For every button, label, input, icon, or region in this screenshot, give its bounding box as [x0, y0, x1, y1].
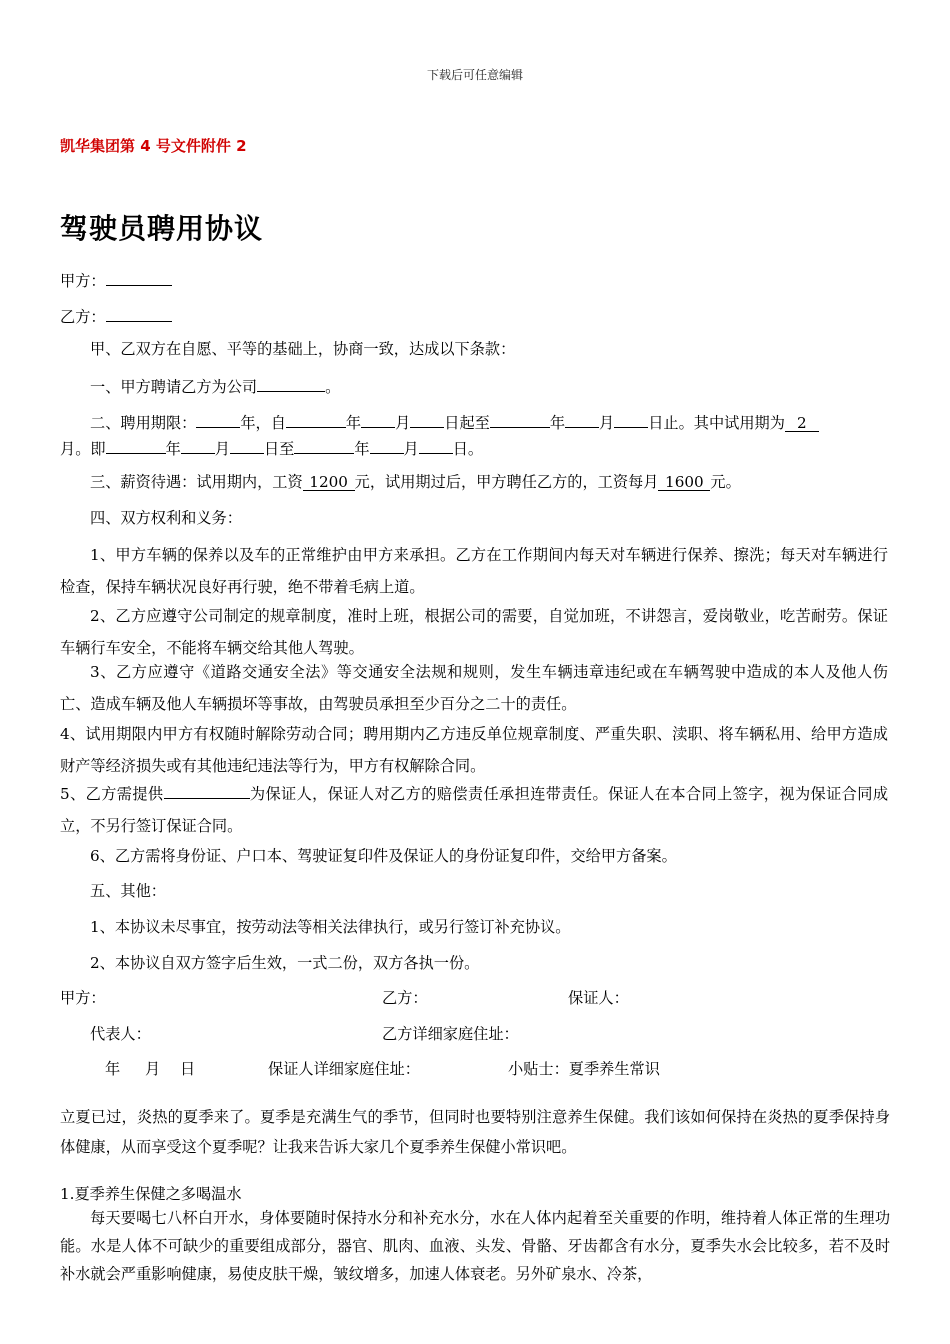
sign-guarantor: 保证人：: [568, 989, 629, 1007]
start-day-blank: [410, 410, 444, 428]
other-item-2: 2、本协议自双方签字后生效，一式二份，双方各执一份。: [90, 954, 480, 972]
start-year-blank: [286, 410, 346, 428]
position-blank: [257, 374, 325, 392]
clause-3-end: 元。: [710, 473, 741, 491]
trial-start-day-blank: [230, 436, 264, 454]
item-5-text: 为保证人，保证人对乙方的赔偿责任承担连带责任。保证人在本合同上签字，视为保证合同成立，不另行签订保证合同。: [60, 785, 889, 835]
clause-2-label: 二、聘用期限：: [90, 414, 197, 432]
party-b-line: [60, 304, 172, 327]
end-day-blank: [614, 410, 648, 428]
clause-2-text: 年: [165, 440, 181, 458]
sign-representative: 代表人：: [90, 1025, 151, 1043]
sign-b-address: 乙方详细家庭住址：: [382, 1025, 519, 1043]
clause-2-text: 日至: [263, 440, 295, 458]
obligation-item-6: 6、乙方需将身份证、户口本、驾驶证复印件及保证人的身份证复印件，交给甲方备案。: [90, 847, 677, 865]
end-month-blank: [565, 410, 599, 428]
sign-party-b: 乙方：: [382, 989, 428, 1007]
start-month-blank: [361, 410, 395, 428]
clause-2-text: 月: [403, 440, 419, 458]
intro-text: 甲、乙双方在自愿、平等的基础上，协商一致，达成以下条款：: [90, 340, 516, 358]
trial-end-year-blank: [294, 436, 354, 454]
obligation-item-2: 2、乙方应遵守公司制定的规章制度，准时上班，根据公司的需要，自觉加班，不讲怨言，爱岗敬业，吃苦耐劳。保证车辆行车安全，不能将车辆交给其他人驾驶。: [60, 607, 888, 657]
clause-2-text: 日起至: [444, 414, 490, 432]
party-b-blank: [106, 304, 172, 322]
trial-start-month-blank: [181, 436, 215, 454]
trial-end-day-blank: [419, 436, 453, 454]
other-item-1: 1、本协议未尽事宜，按劳动法等相关法律执行，或另行签订补充协议。: [90, 918, 571, 936]
clause-1-end: 。: [325, 378, 341, 396]
article-intro: 立夏已过，炎热的夏季来了。夏季是充满生气的季节，但同时也要特别注意养生保健。我们该如何保持在炎热的夏季保持身体健康，从而享受这个夏季呢？让我来告诉大家几个夏季养生保健小常识吧。: [60, 1108, 890, 1156]
sign-date-year: 年: [105, 1060, 121, 1078]
obligation-item-1: 1、甲方车辆的保养以及车的正常维护由甲方来承担。乙方在工作期间内每天对车辆进行保养、擦洗；每天对车辆进行检查，保持车辆状况良好再行驶，绝不带着毛病上道。: [60, 546, 888, 596]
monthly-wage-value: 1600: [658, 473, 710, 491]
clause-2-text: 年: [345, 414, 362, 432]
clause-2-text: 日止。其中试用期为: [648, 414, 785, 432]
clause-3: [90, 472, 741, 492]
page-title: 驾驶员聘用协议: [60, 212, 264, 245]
clause-3-text: 元，试用期过后，甲方聘任乙方的，工资每月: [354, 473, 659, 491]
sign-g-address: 保证人详细家庭住址：: [268, 1060, 420, 1078]
clause-2-text: 月: [214, 440, 230, 458]
trial-wage-value: 1200: [303, 473, 355, 491]
obligation-item-3: 3、乙方应遵守《道路交通安全法》等交通安全法规和规则，发生车辆违章违纪或在车辆驾驶中造成的本人及他人伤亡、造成车辆及他人车辆损坏等事故，由驾驶员承担至少百分之二十的责任。: [60, 663, 888, 713]
clause-2-text: 年: [549, 414, 565, 432]
trial-months-value: 2: [785, 414, 819, 432]
sign-party-a: 甲方：: [60, 989, 106, 1007]
tip-heading: 小贴士：夏季养生常识: [508, 1060, 660, 1078]
clause-2-text: 年，自: [240, 414, 286, 432]
term-years-blank: [196, 410, 240, 428]
article-heading-1: 1.夏季养生保健之多喝温水: [60, 1185, 242, 1203]
clause-1: [90, 374, 340, 397]
party-b-label: 乙方：: [60, 308, 106, 326]
obligation-item-4: 4、试用期限内甲方有权随时解除劳动合同；聘用期内乙方违反单位规章制度、严重失职、渎职、将车辆私用、给甲方造成财产等经济损失或有其他违纪违法等行为，甲方有权解除合同。: [60, 725, 888, 775]
clause-2-text: 年: [354, 440, 370, 458]
clause-5-heading: 五、其他：: [90, 882, 166, 900]
clause-2-text: 月: [395, 414, 411, 432]
clause-2-text: 月。即: [60, 440, 106, 458]
clause-4-heading: 四、双方权利和义务：: [90, 509, 242, 527]
article-paragraph-1: 每天要喝七八杯白开水，身体要随时保持水分和补充水分，水在人体内起着至关重要的作明，维持着人体正常的生理功能。水是人体不可缺少的重要组成部分，器官、肌肉、血液、头发、骨骼、牙齿都含有水分，夏季失水会比较多，若不及时补水就会严重影响健康，易使皮肤干燥，皱纹增多，加速人体衰老。另外矿泉水、冷茶，: [60, 1209, 890, 1283]
trial-start-year-blank: [106, 436, 166, 454]
item-5-text: 5、乙方需提供: [60, 785, 164, 803]
guarantor-blank: [164, 781, 250, 799]
clause-1-text: 一、甲方聘请乙方为公司: [90, 378, 258, 396]
end-year-blank: [490, 410, 550, 428]
clause-3-text: 三、薪资待遇：试用期内，工资: [90, 473, 303, 491]
party-a-blank: [106, 268, 172, 286]
clause-2-line-1: [90, 410, 819, 433]
clause-2-text: 日。: [452, 440, 484, 458]
sign-date-day: 日: [180, 1060, 196, 1078]
document-reference: 凯华集团第 4 号文件附件 2: [60, 137, 247, 155]
clause-2-text: 月: [599, 414, 615, 432]
header-note: 下载后可任意编辑: [426, 68, 523, 82]
sign-date-month: 月: [145, 1060, 161, 1078]
obligation-item-5: [60, 778, 888, 842]
trial-end-month-blank: [370, 436, 404, 454]
party-a-line: [60, 268, 172, 291]
clause-2-line-2: [60, 436, 483, 459]
party-a-label: 甲方：: [60, 272, 106, 290]
